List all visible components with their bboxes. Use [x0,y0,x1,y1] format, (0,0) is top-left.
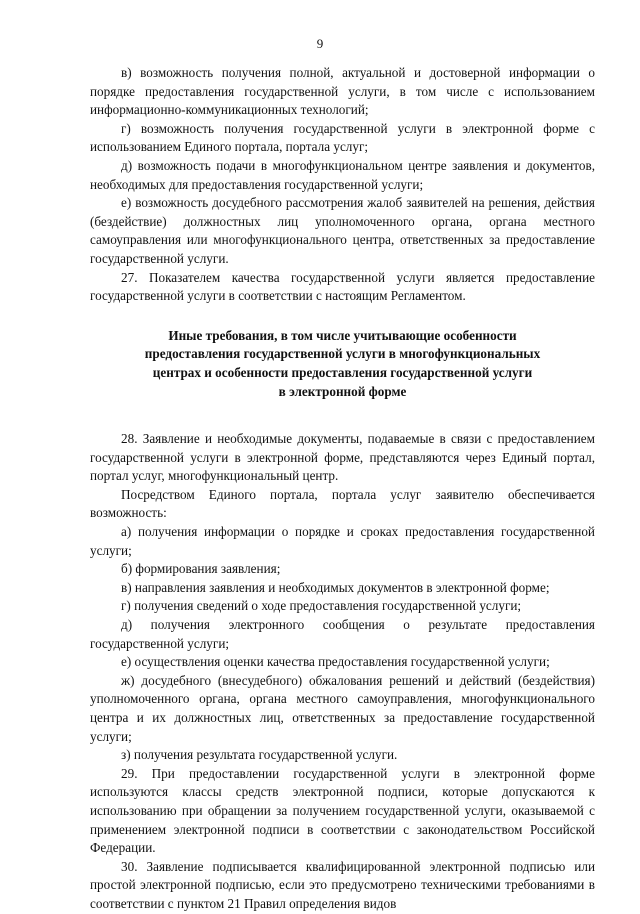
list-item-v: в) направления заявления и необходимых документов в электронной форме; [121,579,550,595]
paragraph-29: 29. При предоставлении государственной услуги в электронной форме используются классы средств электронной подписи, которые допускаются к использованию при обращении за получением государственной услуги, оказываемой с применением электронной подписи в соответствии с законодательством Российской Федерации. [90,765,595,856]
paragraph-item-d: д) возможность подачи в многофункциональном центре заявления и документов, необходимых для предоставления государственной услуги; [90,157,595,192]
heading-line: Иные требования, в том числе учитывающие особенности [168,327,517,343]
heading-line: в электронной форме [278,383,407,399]
paragraph-item-v: в) возможность получения полной, актуальной и достоверной информации о порядке предоставления государственной услуги, в том числе с использованием информационно-коммуникационных технологий; [90,65,595,118]
list-item-b: б) формирования заявления; [121,561,281,577]
list-item-d: д) получения электронного сообщения о результате предоставления государственной услуги; [90,617,595,651]
paragraph-item-g: г) возможность получения государственной услуги в электронной форме с использованием Единого портала, портала услуг; [90,120,595,155]
list-item-a: а) получения информации о порядке и сроках предоставления государственной услуги; [90,524,595,558]
paragraph-28: 28. Заявление и необходимые документы, подаваемые в связи с предоставлением государственной услуги в электронной форме, представляются через Единый портал, портал услуг, многофункциональный центр. [90,431,595,484]
paragraph-30: 30. Заявление подписывается квалифицированной электронной подписью или простой электронной подписью, если это предусмотрено техническими требованиями в соответствии с пунктом 21 Правил определения видов [90,858,595,911]
list-item-z: з) получения результата государственной услуги. [121,747,398,763]
list-item-g: г) получения сведений о ходе предоставления государственной услуги; [121,598,522,614]
paragraph-27: 27. Показателем качества государственной услуги является предоставление государственной услуги в соответствии с настоящим Регламентом. [90,269,595,304]
list-item-e: е) осуществления оценки качества предоставления государственной услуги; [121,654,550,670]
list-item-zh: ж) досудебного (внесудебного) обжалования решений и действий (бездействия) уполномоченного органа, органа местного самоуправления, многофункционального центра и их должностных лиц, ответственных за предоставление государственной услуги; [90,672,595,744]
page-number: 9 [316,36,324,51]
paragraph-portal-intro: Посредством Единого портала, портала услуг заявителю обеспечивается возможность: [90,486,595,521]
document-body [90,64,595,914]
paragraph-item-e: е) возможность досудебного рассмотрения жалоб заявителей на решения, действия (бездействие) должностных лиц уполномоченного органа, органа местного самоуправления или многофункционального центра, ответственных за предоставление государственной услуги. [90,195,595,266]
section-heading [90,327,595,401]
heading-line: центрах и особенности предоставления государственной услуги [152,364,533,380]
heading-line: предоставления государственной услуги в многофункциональных [144,346,541,362]
